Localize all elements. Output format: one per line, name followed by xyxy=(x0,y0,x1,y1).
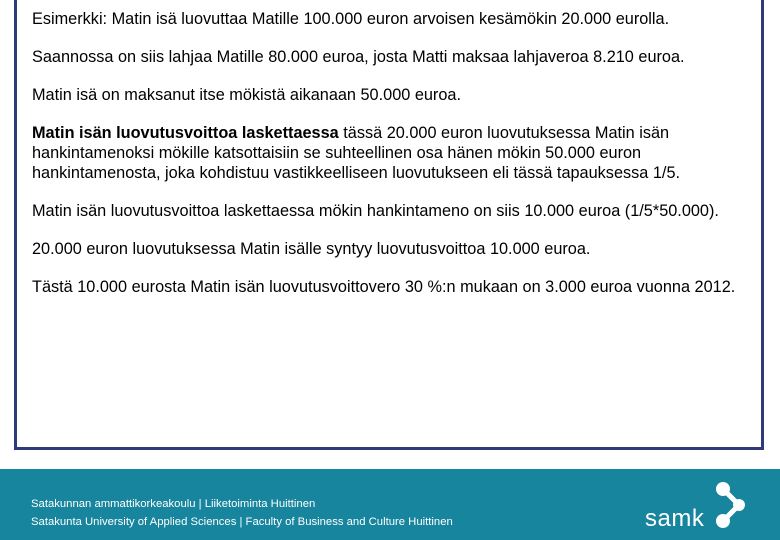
paragraph-tax-amount: Tästä 10.000 eurosta Matin isän luovutusvoittovero 30 %:n mukaan on 3.000 euroa vuonna 2012. xyxy=(32,278,736,296)
footer-bar xyxy=(0,469,780,540)
paragraph-acquisition-cost: Matin isä on maksanut itse mökistä aikanaan 50.000 euroa. xyxy=(32,86,461,104)
paragraph-gift-tax: Saannossa on siis lahjaa Matille 80.000 euroa, josta Matti maksaa lahjaveroa 8.210 euroa. xyxy=(32,48,685,66)
paragraph-capital-gain-rest: tässä 20.000 euron luovutuksessa Matin isän hankintamenoksi mökille katsottaisiin se suhteellinen osa hänen mökin 50.000 euron hankintamenosta, joka kohdistuu vastikkeelliseen luovutukseen eli tässä tapauksessa 1/5. xyxy=(32,124,681,182)
paragraph-capital-gain-bold: Matin isän luovutusvoittoa laskettaessa xyxy=(32,124,339,142)
paragraph-acquisition-share: Matin isän luovutusvoittoa laskettaessa mökin hankintameno on siis 10.000 euroa (1/5*50.000). xyxy=(32,202,719,220)
paragraph-capital-gain-amount: 20.000 euron luovutuksessa Matin isälle syntyy luovutusvoittoa 10.000 euroa. xyxy=(32,240,591,258)
samk-logo-text: samk xyxy=(645,505,705,532)
content-box xyxy=(14,0,764,450)
footer-line-english: Satakunta University of Applied Sciences | Faculty of Business and Culture Huittinen xyxy=(31,516,453,528)
paragraph-capital-gain-calc xyxy=(32,123,749,183)
samk-logo xyxy=(643,479,753,537)
footer-line-finnish: Satakunnan ammattikorkeakoulu | Liiketoiminta Huittinen xyxy=(31,498,316,510)
footer-text xyxy=(31,495,453,531)
paragraph-example: Esimerkki: Matin isä luovuttaa Matille 100.000 euron arvoisen kesämökin 20.000 eurolla. xyxy=(32,10,670,28)
